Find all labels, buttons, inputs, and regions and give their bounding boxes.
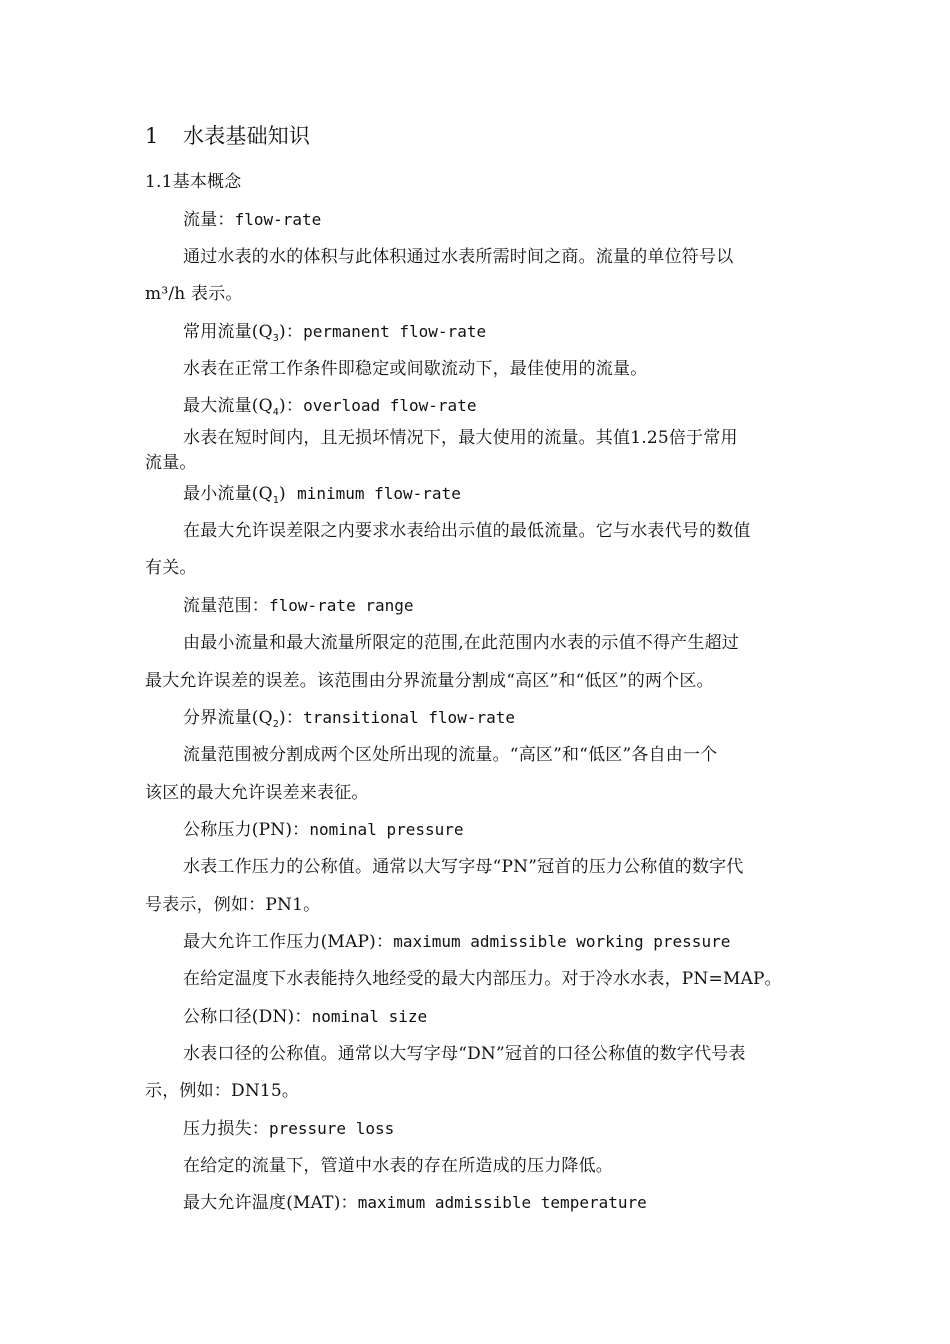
- term-label: 最大允许工作压力(MAP)：: [183, 932, 394, 952]
- subscript: 1: [272, 495, 280, 506]
- term-english: transitional flow-rate: [303, 708, 515, 727]
- term-english: maximum admissible working pressure: [393, 932, 731, 951]
- term-label: 压力损失：: [183, 1119, 269, 1139]
- term-label: 流量范围：: [183, 596, 269, 616]
- subscript: 3: [272, 333, 280, 344]
- term-close: ): [279, 484, 298, 504]
- term-label: 公称口径(DN)：: [183, 1007, 312, 1027]
- definition-line: 示，例如：DN15。: [145, 1081, 300, 1101]
- definition-line: 水表在正常工作条件即稳定或间歇流动下，最佳使用的流量。: [183, 359, 648, 379]
- subscript: 2: [272, 719, 280, 730]
- term-label: 常用流量(Q: [183, 322, 273, 342]
- term-nominal-size: [183, 1007, 427, 1027]
- term-nominal-pressure: [183, 820, 464, 840]
- definition-line: 水表工作压力的公称值。通常以大写字母“PN”冠首的压力公称值的数字代: [183, 857, 744, 877]
- definition-line: 通过水表的水的体积与此体积通过水表所需时间之商。流量的单位符号以: [183, 247, 734, 267]
- term-english: overload flow-rate: [303, 396, 477, 415]
- definition-line: 流量。: [145, 453, 197, 473]
- definition-line: 在给定的流量下，管道中水表的存在所造成的压力降低。: [183, 1156, 613, 1176]
- definition-line: 号表示，例如：PN1。: [145, 895, 321, 915]
- term-flow-rate-range: [183, 596, 414, 616]
- term-flow-rate: [183, 210, 321, 230]
- definition-line: 水表口径的公称值。通常以大写字母“DN”冠首的口径公称值的数字代号表: [183, 1044, 746, 1064]
- term-english: pressure loss: [269, 1119, 395, 1138]
- term-label: 流量：: [183, 210, 235, 230]
- definition-line: 流量范围被分割成两个区处所出现的流量。“高区”和“低区”各自由一个: [183, 745, 718, 765]
- section-title: 水表基础知识: [183, 124, 311, 148]
- definition-line: 在最大允许误差限之内要求水表给出示值的最低流量。它与水表代号的数值: [183, 521, 751, 541]
- term-close: )：: [279, 708, 304, 728]
- term-label: 最大允许温度(MAT)：: [183, 1193, 358, 1213]
- term-english: flow-rate: [234, 210, 322, 229]
- term-minimum-flow-rate: [183, 484, 461, 504]
- term-label: 公称压力(PN)：: [183, 820, 310, 840]
- term-max-admissible-working-pressure: [183, 932, 730, 952]
- term-max-admissible-temperature: [183, 1193, 647, 1213]
- section-number: 1: [145, 124, 159, 148]
- section-heading: [145, 124, 310, 148]
- term-close: )：: [279, 322, 304, 342]
- term-permanent-flow-rate: [183, 322, 486, 342]
- definition-line: 在给定温度下水表能持久地经受的最大内部压力。对于冷水水表，PN=MAP。: [183, 969, 782, 989]
- definition-line: 水表在短时间内，且无损坏情况下，最大使用的流量。其值1.25倍于常用: [183, 428, 738, 448]
- term-label: 最小流量(Q: [183, 484, 273, 504]
- term-close: )：: [279, 396, 304, 416]
- definition-line: m³/h 表示。: [145, 284, 243, 304]
- term-label: 分界流量(Q: [183, 708, 273, 728]
- term-transitional-flow-rate: [183, 708, 515, 728]
- definition-line: 最大允许误差的误差。该范围由分界流量分割成“高区”和“低区”的两个区。: [145, 671, 714, 691]
- term-label: 最大流量(Q: [183, 396, 273, 416]
- term-english: nominal size: [311, 1007, 428, 1026]
- definition-line: 有关。: [145, 558, 197, 578]
- definition-line: 该区的最大允许误差来表征。: [145, 783, 369, 803]
- term-english: maximum admissible temperature: [357, 1193, 647, 1212]
- subscript: 4: [272, 407, 280, 418]
- term-english: nominal pressure: [309, 820, 464, 839]
- term-pressure-loss: [183, 1119, 394, 1139]
- term-overload-flow-rate: [183, 396, 476, 416]
- term-english: minimum flow-rate: [297, 484, 461, 503]
- subsection-heading: 1.1基本概念: [145, 172, 242, 192]
- term-english: permanent flow-rate: [303, 322, 487, 341]
- definition-line: 由最小流量和最大流量所限定的范围,在此范围内水表的示值不得产生超过: [183, 633, 740, 653]
- term-english: flow-rate range: [269, 596, 414, 615]
